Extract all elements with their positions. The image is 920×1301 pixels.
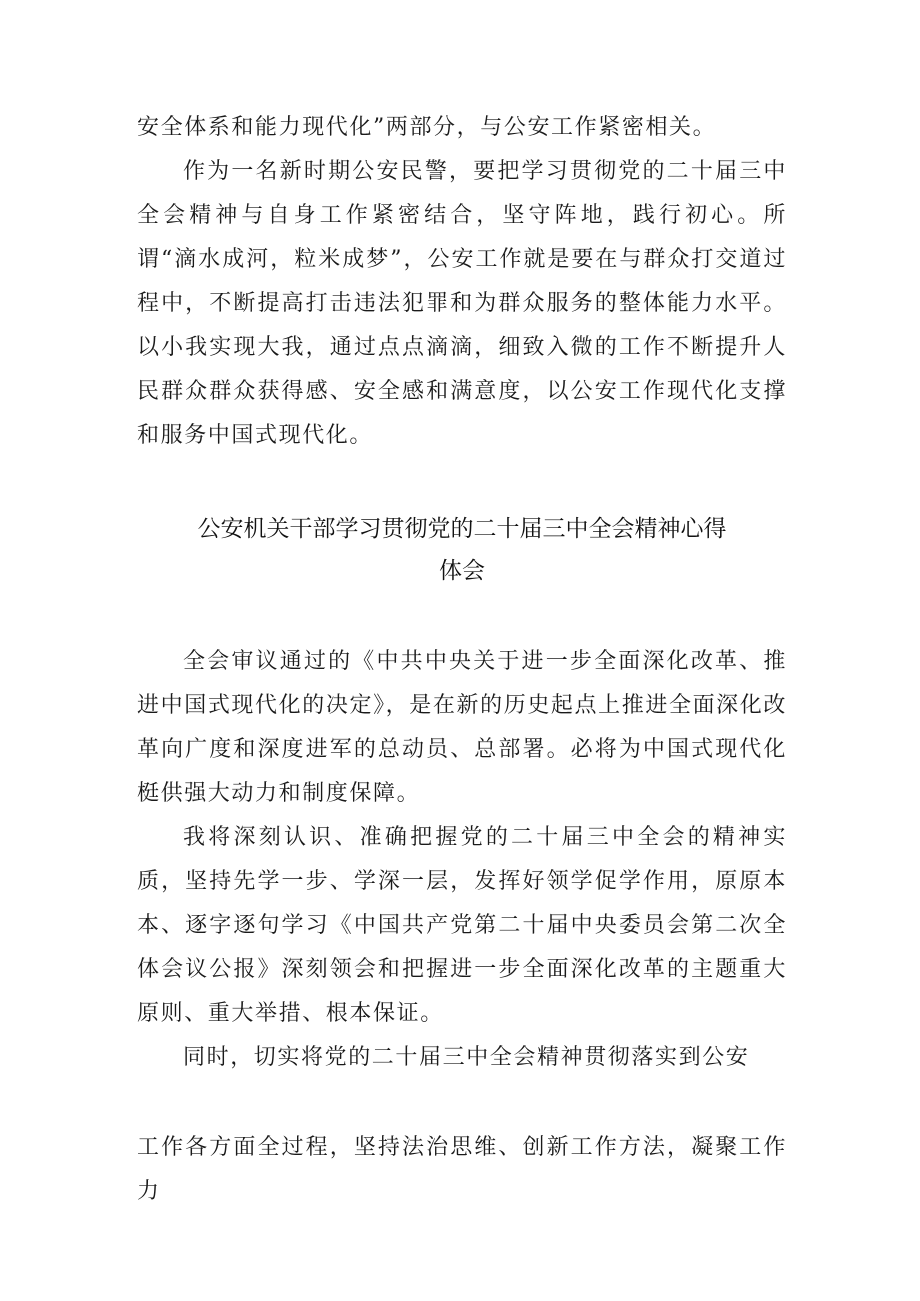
article-title-line-1: 公安机关干部学习贯彻党的二十届三中全会精神心得	[197, 516, 727, 542]
paragraph-next-page-start: 工作各方面全过程，坚持法治思维、创新工作方法，凝聚工作力	[137, 1135, 787, 1204]
paragraph-police-work: 作为一名新时期公安民警，要把学习贯彻党的二十届三中全会精神与自身工作紧密结合，坚守阵地，践行初心。所谓“滴水成河，粒米成梦”，公安工作就是要在与群众打交道过程中，不断提高打击违法犯罪和为群众服务的整体能力水平。以小我实现大我，通过点点滴滴，细致入微的工作不断提升人民群众群众获得感、安全感和满意度，以公安工作现代化支撑和服务中国式现代化。	[137, 159, 787, 448]
paragraph-study: 我将深刻认识、准确把握党的二十届三中全会的精神实质，坚持先学一步、学深一层，发挥好领学促学作用，原原本本、逐字逐句学习《中国共产党第二十届中央委员会第二次全体会议公报》深刻领会和把握进一步全面深化改革的主题重大原则、重大举措、根本保证。	[137, 825, 787, 1026]
article-title-line-2: 体会	[439, 558, 485, 584]
paragraph-decision: 全会审议通过的《中共中央关于进一步全面深化改革、推进中国式现代化的决定》，是在新的历史起点上推进全面深化改革向广度和深度进军的总动员、总部署。必将为中国式现代化梃供强大动力和制度保障。	[137, 649, 787, 806]
paragraph-continuation: 安全体系和能力现代化”两部分，与公安工作紧密相关。	[137, 115, 717, 140]
paragraph-implementation: 同时，切实将党的二十届三中全会精神贯彻落实到公安	[183, 1045, 750, 1070]
